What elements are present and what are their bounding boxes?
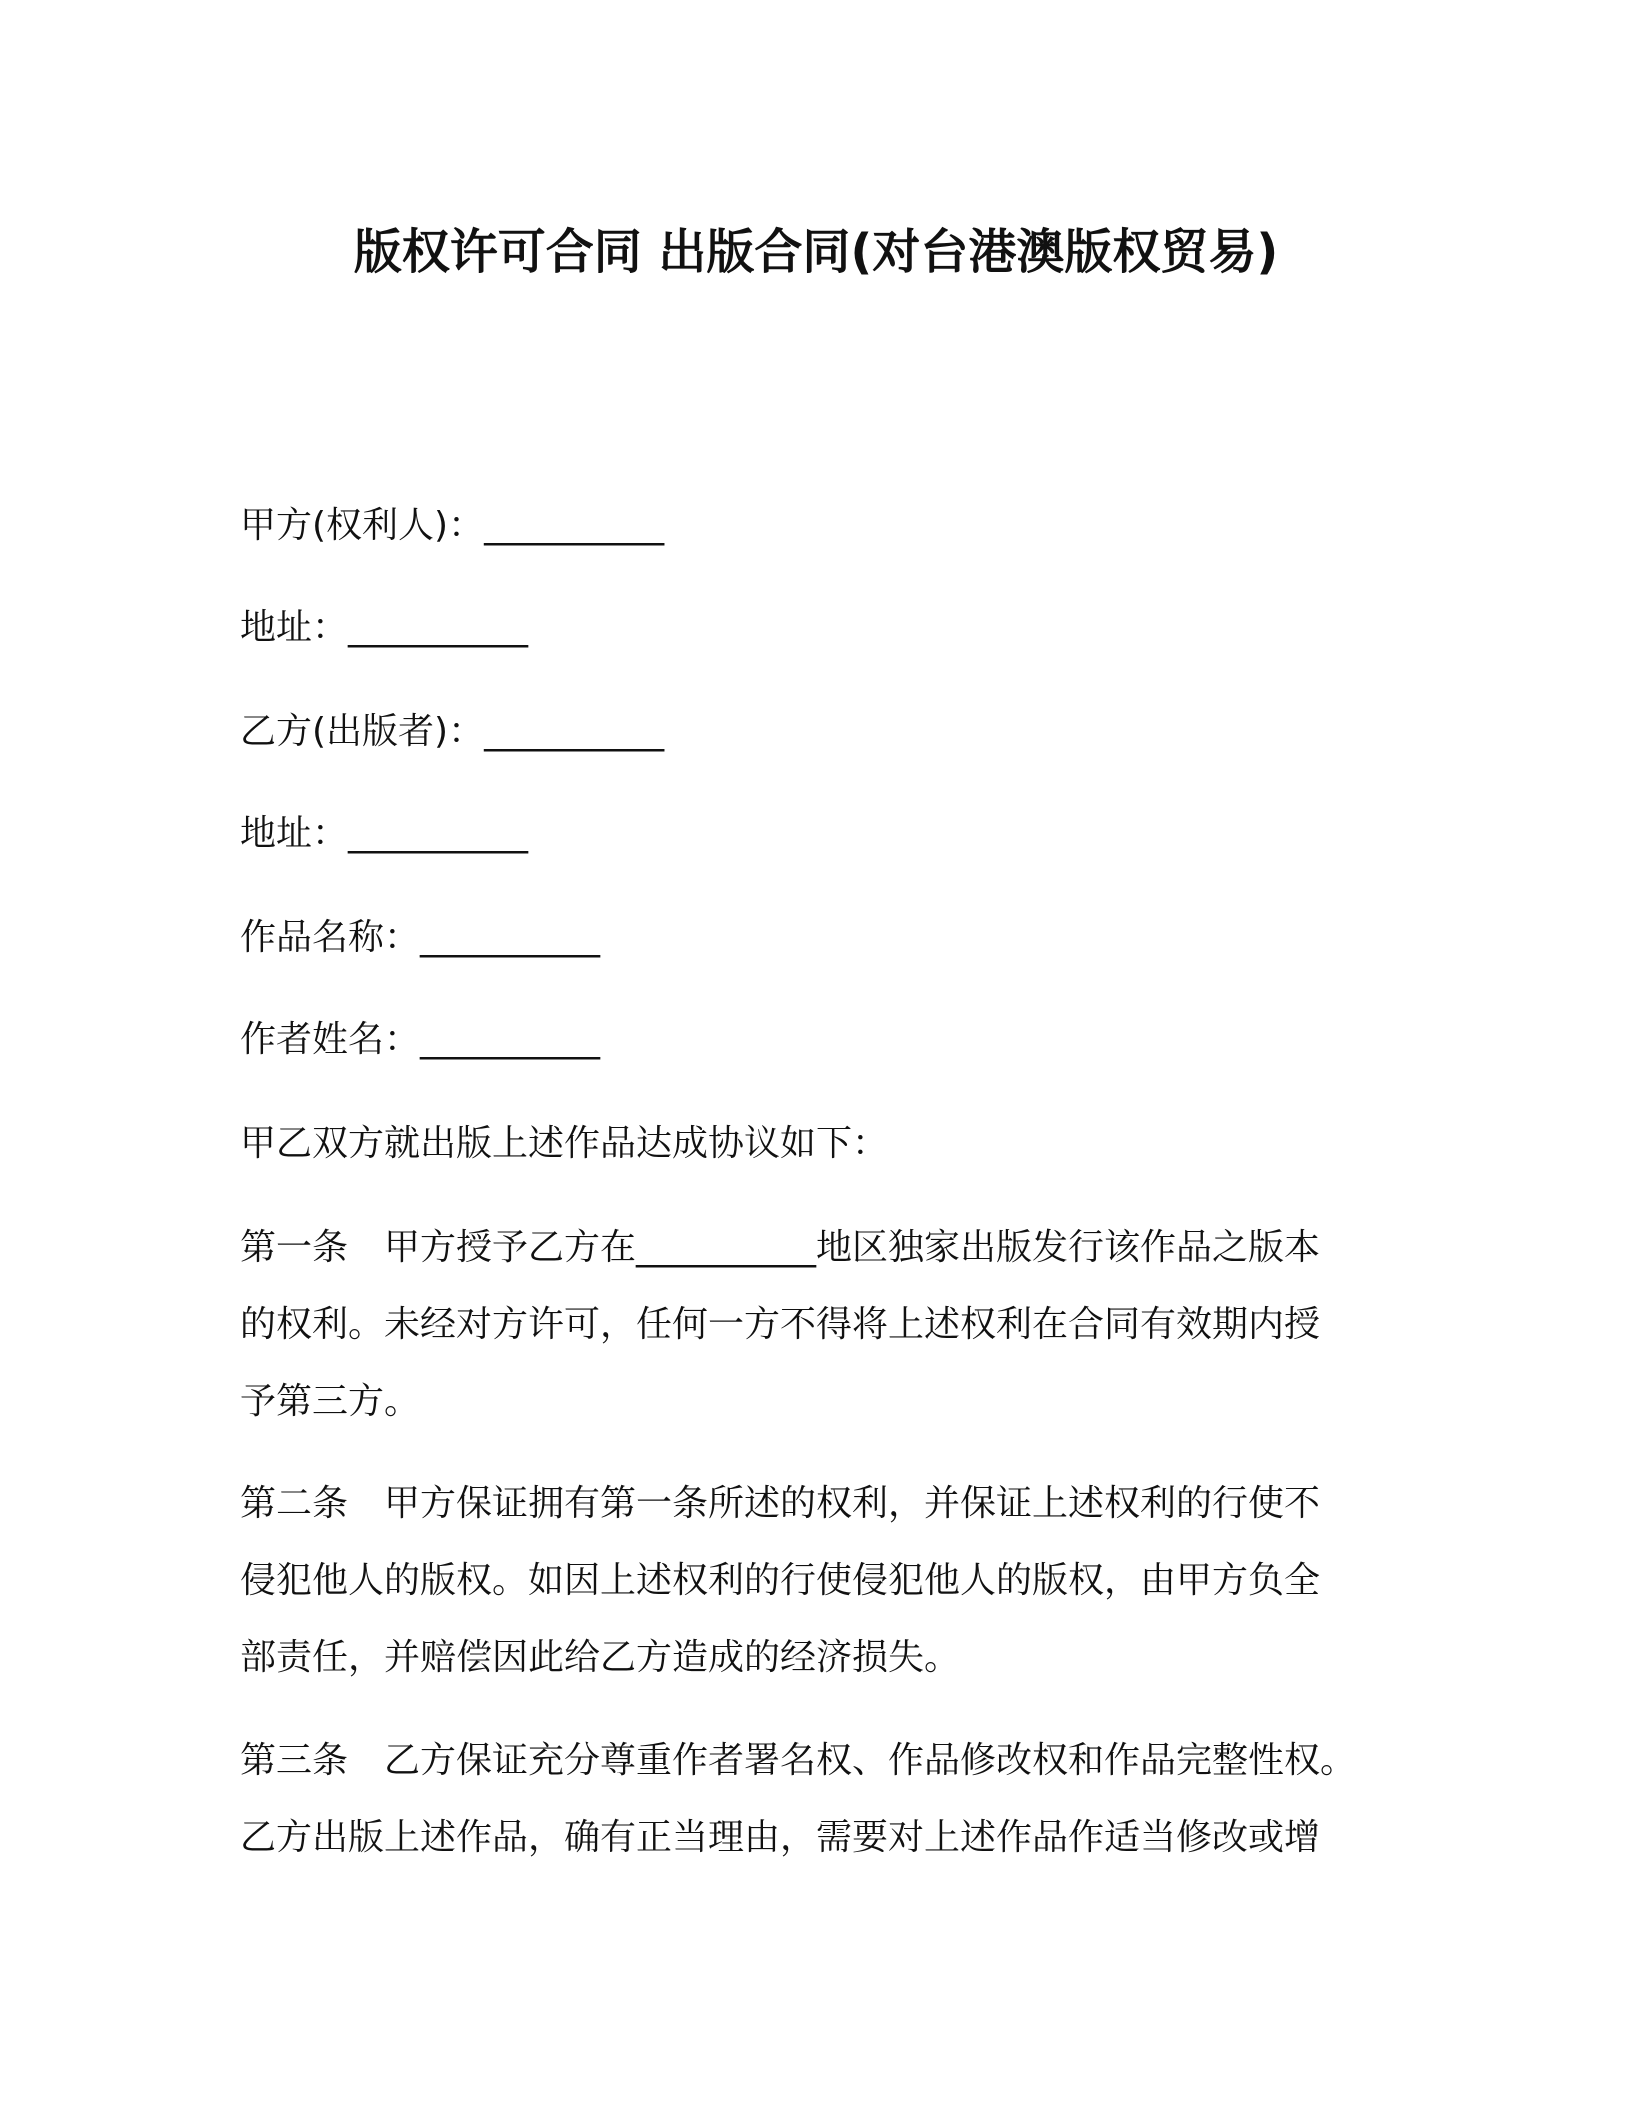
clause-text: 甲方授予乙方在__________地区独家出版发行该作品之版本 <box>384 1227 1321 1268</box>
clause-line: 予第三方。 <box>240 1381 421 1422</box>
field-blank: __________ <box>420 1019 601 1060</box>
field-label: 作品名称： <box>240 917 421 958</box>
field-blank: __________ <box>484 711 665 752</box>
field-address-b <box>240 810 528 858</box>
field-blank: __________ <box>484 505 665 546</box>
field-blank: __________ <box>348 813 529 854</box>
clause-heading: 第二条 <box>240 1483 349 1524</box>
clause-1 <box>240 1209 1390 1440</box>
agreement-intro: 甲乙双方就出版上述作品达成协议如下： <box>240 1123 889 1164</box>
clause-line: 部责任，并赔偿因此给乙方造成的经济损失。 <box>240 1637 961 1678</box>
clause-text: 甲方保证拥有第一条所述的权利，并保证上述权利的行使不 <box>384 1483 1321 1524</box>
clause-line <box>240 1722 1390 1799</box>
field-label: 乙方(出版者)： <box>240 711 485 752</box>
clause-heading: 第一条 <box>240 1227 349 1268</box>
field-blank: __________ <box>420 917 601 958</box>
clause-line: 侵犯他人的版权。如因上述权利的行使侵犯他人的版权，由甲方负全 <box>240 1560 1321 1601</box>
field-work-title <box>240 914 600 962</box>
field-label: 作者姓名： <box>240 1019 421 1060</box>
field-author-name <box>240 1016 600 1064</box>
field-label: 地址： <box>240 607 349 648</box>
field-label: 地址： <box>240 813 349 854</box>
clause-3 <box>240 1722 1390 1876</box>
document-title: 版权许可合同 出版合同(对台港澳版权贸易) <box>353 224 1279 280</box>
clause-text: 乙方保证充分尊重作者署名权、作品修改权和作品完整性权。 <box>384 1740 1357 1781</box>
field-blank: __________ <box>348 607 529 648</box>
field-party-a <box>240 502 664 550</box>
field-address-a <box>240 604 528 652</box>
clause-heading: 第三条 <box>240 1740 349 1781</box>
clause-line: 的权利。未经对方许可，任何一方不得将上述权利在合同有效期内授 <box>240 1304 1321 1345</box>
clause-line <box>240 1465 1390 1542</box>
clause-2 <box>240 1465 1390 1696</box>
clause-line <box>240 1209 1390 1286</box>
clause-line: 乙方出版上述作品，确有正当理由，需要对上述作品作适当修改或增 <box>240 1817 1321 1858</box>
field-party-b <box>240 708 664 756</box>
field-label: 甲方(权利人)： <box>240 505 485 546</box>
